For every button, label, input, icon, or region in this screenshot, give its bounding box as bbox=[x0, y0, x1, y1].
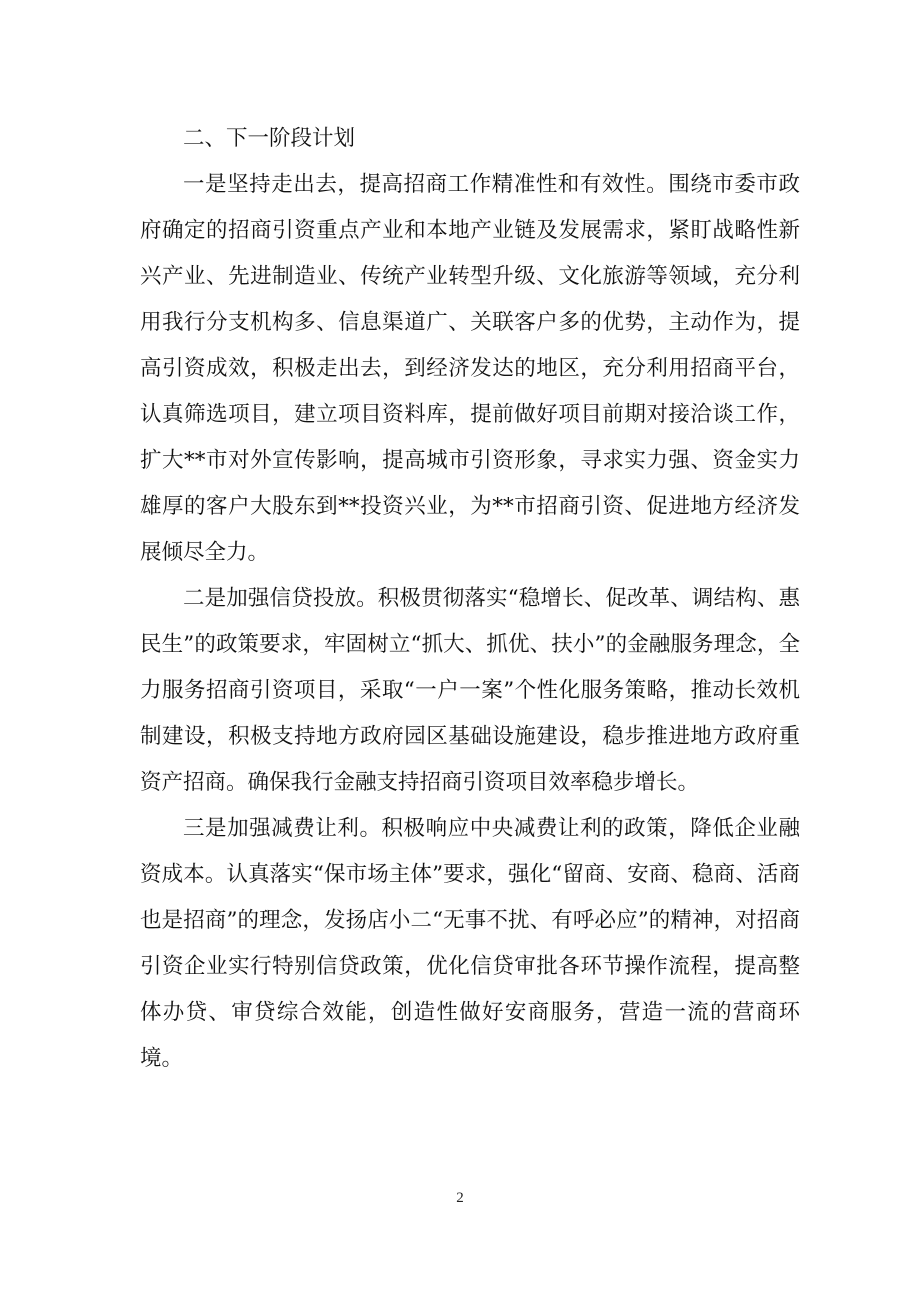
page-number: 2 bbox=[456, 1190, 464, 1206]
document-body bbox=[140, 116, 800, 1082]
paragraph-credit-lending: 二是加强信贷投放。积极贯彻落实“稳增长、促改革、调结构、惠民生”的政策要求，牢固树立“抓大、抓优、扶小”的金融服务理念，全力服务招商引资项目，采取“一户一案”个性化服务策略，推动长效机制建设，积极支持地方政府园区基础设施建设，稳步推进地方政府重资产招商。确保我行金融支持招商引资项目效率稳步增长。 bbox=[140, 586, 800, 795]
section-heading: 二、下一阶段计划 bbox=[183, 126, 356, 151]
paragraph-going-out: 一是坚持走出去，提高招商工作精准性和有效性。围绕市委市政府确定的招商引资重点产业和本地产业链及发展需求，紧盯战略性新兴产业、先进制造业、传统产业转型升级、文化旅游等领域，充分利用我行分支机构多、信息渠道广、关联客户多的优势，主动作为，提高引资成效，积极走出去，到经济发达的地区，充分利用招商平台，认真筛选项目，建立项目资料库，提前做好项目前期对接洽谈工作，扩大**市对外宣传影响，提高城市引资形象，寻求实力强、资金实力雄厚的客户大股东到**投资兴业，为**市招商引资、促进地方经济发展倾尽全力。 bbox=[140, 172, 800, 565]
paragraph-fee-reduction: 三是加强减费让利。积极响应中央减费让利的政策，降低企业融资成本。认真落实“保市场主体”要求，强化“留商、安商、稳商、活商也是招商”的理念，发扬店小二“无事不扰、有呼必应”的精神，对招商引资企业实行特别信贷政策，优化信贷审批各环节操作流程，提高整体办贷、审贷综合效能，创造性做好安商服务，营造一流的营商环境。 bbox=[140, 816, 800, 1071]
